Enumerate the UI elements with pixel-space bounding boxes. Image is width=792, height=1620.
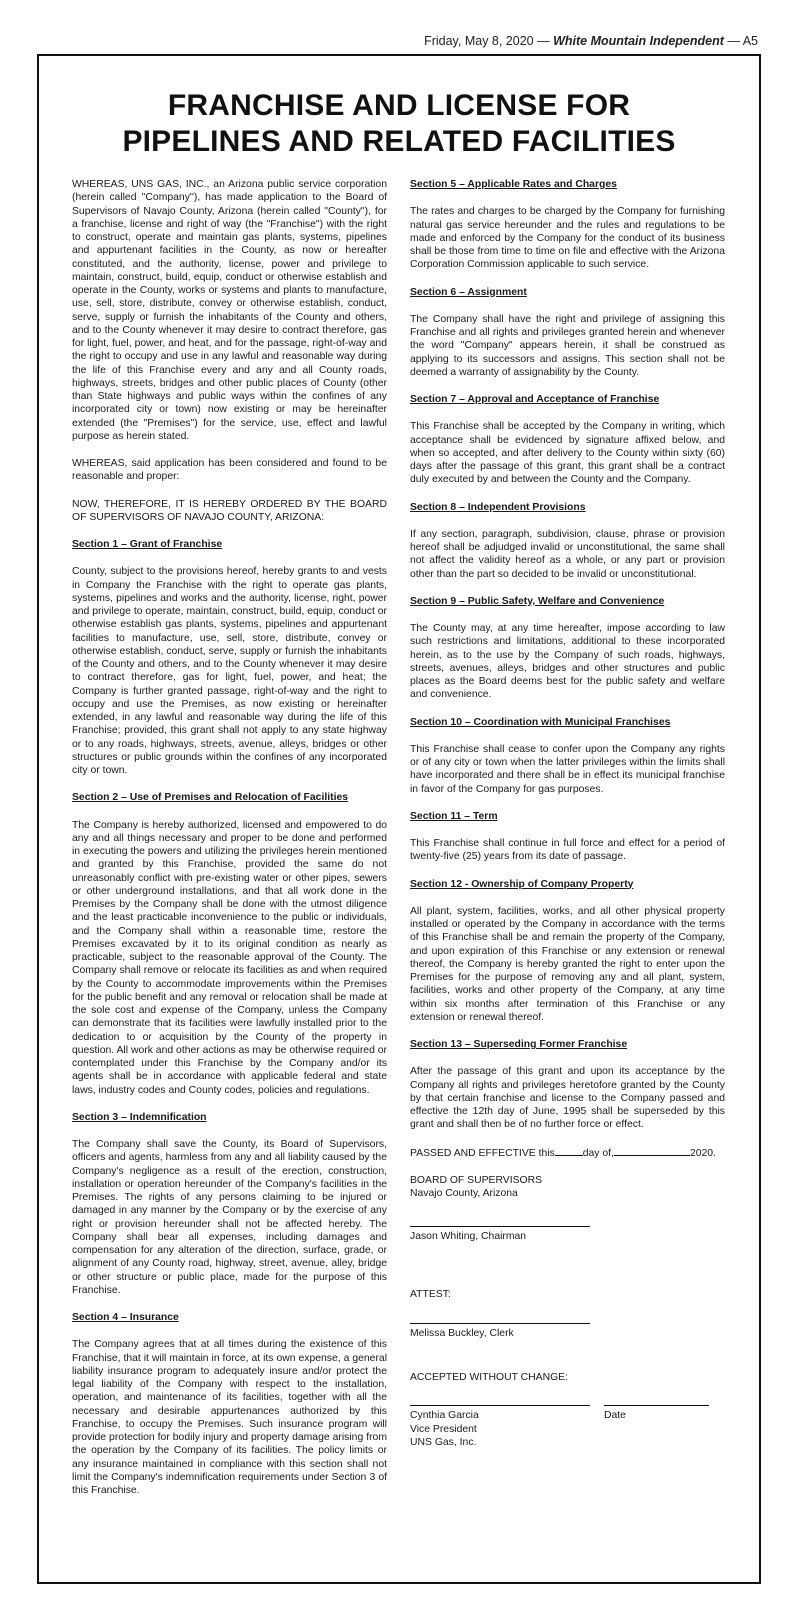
- header-dash-2: —: [727, 34, 740, 48]
- header-date: Friday, May 8, 2020: [424, 34, 534, 48]
- signer-name: Cynthia Garcia: [410, 1410, 479, 1422]
- section-6-text: The Company shall have the right and privilege of assigning this Franchise and all rights and privileges granted herein and whenever the word "Company" appears herein, it shall be construed as applying to its successors and assigns. This section shall not be deemed a warranty of assignability by the County.: [410, 313, 725, 378]
- chairman-signature-line[interactable]: [410, 1226, 590, 1227]
- day-blank[interactable]: [555, 1146, 583, 1156]
- section-1-heading: Section 1 – Grant of Franchise: [72, 539, 223, 550]
- section-5-heading: Section 5 – Applicable Rates and Charges: [410, 179, 617, 190]
- section-12-heading: Section 12 - Ownership of Company Property: [410, 878, 634, 890]
- header-page-number: A5: [742, 34, 758, 48]
- section-7-text: This Franchise shall be accepted by the Company in writing, which acceptance shall be evidenced by signature affixed below, and when so accepted, and after delivery to the County within sixty (60) days after the passage of this grant, this grant shall be a contract duly executed by and between the County and the Company.: [410, 421, 725, 486]
- section-8-heading: Section 8 – Independent Provisions: [410, 501, 586, 513]
- now-therefore-paragraph: NOW, THEREFORE, IT IS HEREBY ORDERED BY THE BOARD OF SUPERVISORS OF NAVAJO COUNTY, ARIZONA:: [72, 498, 387, 523]
- section-2-text: The Company is hereby authorized, licensed and empowered to do any and all things necessary and proper to be done and performed in executing the powers and utilizing the privileges herein mentioned and granted by this Franchise, provided the same do not unreasonably conflict with pre-existing water or other pipes, sewers or other underground installations, and that all work done in the Premises by the Company shall be done with the utmost diligence and the least practicable inconvenience to the public or individuals, and the Company shall within a reasonable time, restore the Premises excavated by it to its original condition as nearly as practicable, subject to the reasonable approval of the County. The Company shall remove or relocate its facilities as and when required by the County to accommodate improvements within the Premises for the public benefit and any removal or relocation shall be made at the sole cost and expense of the Company, unless the Company can demonstrate that its facilities were lawfully installed prior to the dedication to or acquisition by the County of the property in question. All work and other actions as may be otherwise required or contemplated under this Franchise by the Company and/or its agents shall be in accordance with applicable federal and state laws, industry codes and County codes, policies and regulations.: [72, 819, 387, 1096]
- signer-company: UNS Gas, Inc.: [410, 1436, 477, 1448]
- attest-label: ATTEST:: [410, 1288, 451, 1300]
- section-1-text: County, subject to the provisions hereof, hereby grants to and vests in Company the Franchise with the right to operate gas plants, systems, pipelines and works and the authority, license, right, power and privilege to operate, maintain, construct, build, equip, conduct or otherwise establish gas plants, systems, pipelines and appurtenant facilities to manufacture, use, sell, store, distribute, convey or otherwise establish, conduct, serve, supply or furnish the inhabitants of the County and others, and to the County whenever it may desire to contract therefore, gas for light, fuel, power, and heat; the Company is further granted passage, right-of-way and the right to occupy and use the Premises, as now existing or hereinafter extended, in any lawful and reasonable way during the life of this Franchise; provided, this grant shall not apply to any state highway or to any roads, highways, streets, avenue, alleys, bridges or other structures or public grounds within the confines of any incorporated city or town.: [72, 566, 387, 776]
- section-13-text: After the passage of this grant and upon its acceptance by the Company all rights and privileges heretofore granted by the County by that certain franchise and license to the Company passed and effective the 12th day of June, 1995 shall be superseded by this grant and shall then be of no further force or effect.: [410, 1066, 725, 1131]
- right-column: [410, 178, 725, 1449]
- date-block: [604, 1405, 709, 1422]
- whereas-paragraph-1: WHEREAS, UNS GAS, INC., an Arizona public service corporation (herein called ''Company''), has made application to the Board of Supervisors of Navajo County, Arizona (herein called "County"), for a franchise, license and right of way (the "Franchise") with the right to construct, operate and maintain gas plants, systems, pipelines and appurtenant facilities in the County, as now or hereafter constituted, and the authority, license, power and privilege to maintain, construct, build, equip, conduct or otherwise establish and operate in the County, works or systems and plants to manufacture, use, sell, store, distribute, convey or otherwise establish, conduct, serve, supply or furnish the inhabitants of the County and others, and to the County whenever it may desire to contract therefore, gas for light, fuel, power, and heat, and for the passage, right-of-way and the right to occupy and use in any lawful and reasonable way during the life of this Franchise every and any and all County roads, highways, streets, bridges and other public places of County (other than State highways and public ways within the confines of any incorporated city or town) now existing or may be hereinafter extended (the "Premises") for the service, use, effect and lawful purpose as herein stated.: [72, 179, 387, 442]
- section-5-text: The rates and charges to be charged by the Company for furnishing natural gas service hereunder and the rules and regulations to be made and enforced by the Company for the conduct of its business shall be those from time to time on file and effective with the Arizona Corporation Commission applicable to such service.: [410, 206, 725, 271]
- section-11-heading: Section 11 – Term: [410, 810, 498, 822]
- passed-prefix: PASSED AND EFFECTIVE this: [410, 1147, 555, 1159]
- clerk-signature-line[interactable]: [410, 1323, 590, 1324]
- date-signature-line[interactable]: [604, 1405, 709, 1406]
- chairman-name: Jason Whiting, Chairman: [410, 1231, 527, 1243]
- notice-title: [39, 88, 759, 160]
- section-6-heading: Section 6 – Assignment: [410, 286, 527, 298]
- header-publication: White Mountain Independent: [553, 34, 724, 48]
- section-2-heading: Section 2 – Use of Premises and Relocation of Facilities: [72, 792, 349, 804]
- section-9-heading: Section 9 – Public Safety, Welfare and Convenience: [410, 595, 665, 607]
- passed-effective-line: [410, 1146, 725, 1160]
- section-8-text: If any section, paragraph, subdivision, clause, phrase or provision hereof shall be adjudged invalid or unconstitutional, the same shall not affect the validity hereof as a whole, or any part or provision other than the part so decided to be invalid or unconstitutional.: [410, 528, 725, 580]
- acceptance-signature-area: [410, 1405, 725, 1449]
- board-line-2: Navajo County, Arizona: [410, 1188, 518, 1199]
- notice-frame: [37, 54, 761, 1584]
- signer-title: Vice President: [410, 1423, 477, 1435]
- left-column: [72, 178, 387, 1511]
- section-3-heading: Section 3 – Indemnification: [72, 1111, 207, 1123]
- board-block: [410, 1174, 725, 1201]
- section-11-text: This Franchise shall continue in full force and effect for a period of twenty-five (25) years from its date of passage.: [410, 838, 725, 863]
- section-4-heading: Section 4 – Insurance: [72, 1312, 179, 1323]
- section-10-text: This Franchise shall cease to confer upon the Company any rights or of any city or town when the latter privileges within the limits shall have incorporated and there shall be in effect its municipal franchise in favor of the Company for gas purposes.: [410, 743, 725, 795]
- passed-mid: day of,: [582, 1147, 614, 1159]
- section-9-text: The County may, at any time hereafter, impose according to law such restrictions and limitations, additional to these incorporated herein, as to the use by the Company of such roads, highways, streets, avenues, alleys, bridges and other structures and public places as the Board deems best for the public safety and welfare and convenience.: [410, 623, 725, 701]
- vp-signature-line[interactable]: [410, 1405, 590, 1406]
- section-3-text: The Company shall save the County, its Board of Supervisors, officers and agents, harmless from any and all liability caused by the Company's negligence as a result of the erection, construction, installation or operation hereunder of the Company's facilities in the Premises. The rights of any persons claiming to be injured or damaged in any manner by the Company or by the exercise of any right or provision hereunder shall not be affected hereby. The Company shall bear all expenses, including damages and compensation for any alteration of the direction, surface, grade, or alignment of any County road, highway, street, avenue, alley, bridge or other structure or public place, made for the purpose of this Franchise.: [72, 1139, 387, 1296]
- section-10-heading: Section 10 – Coordination with Municipal Franchises: [410, 716, 671, 728]
- section-13-heading: Section 13 – Superseding Former Franchise: [410, 1039, 628, 1050]
- whereas-paragraph-2: WHEREAS, said application has been considered and found to be reasonable and proper:: [72, 458, 387, 483]
- section-12-text: All plant, system, facilities, works, and all other physical property installed or operated by the Company in accordance with the terms of this Franchise shall be and remain the property of the Company, and upon expiration of this Franchise or any extension or renewal thereof, the Company is hereby granted the right to enter upon the Premises for the purpose of removing any and all plant, system, facilities, works and other property of the Company, at any time within six months after termination of this Franchise or any extension or renewal thereof.: [410, 905, 725, 1023]
- page-header: [424, 34, 758, 48]
- accepted-label: ACCEPTED WITHOUT CHANGE:: [410, 1372, 568, 1383]
- section-7-heading: Section 7 – Approval and Acceptance of Franchise: [410, 394, 660, 405]
- board-line-1: BOARD OF SUPERVISORS: [410, 1174, 543, 1186]
- header-dash: —: [537, 34, 550, 48]
- section-4-text: The Company agrees that at all times during the existence of this Franchise, that it will maintain in force, at its own expense, a general liability insurance program to adequately insure and/or protect the legal liability of the Company with respect to the installation, operation, and maintenance of its facilities, together with all the necessary and desirable appurtenances authorized by this Franchise, to occupy the Premises. Such insurance program will provide protection for bodily injury and property damage arising from the operation by the Company of its facilities. The policy limits or any insurance maintained in compliance with this section shall not limit the Company's indemnification requirements under Section 3 of this Franchise.: [72, 1339, 387, 1496]
- date-label: Date: [604, 1410, 626, 1422]
- month-blank[interactable]: [614, 1146, 690, 1156]
- clerk-name: Melissa Buckley, Clerk: [410, 1327, 514, 1339]
- title-line-1: FRANCHISE AND LICENSE FOR: [167, 89, 631, 122]
- title-line-2: PIPELINES AND RELATED FACILITIES: [122, 125, 676, 158]
- passed-year: 2020.: [689, 1147, 716, 1159]
